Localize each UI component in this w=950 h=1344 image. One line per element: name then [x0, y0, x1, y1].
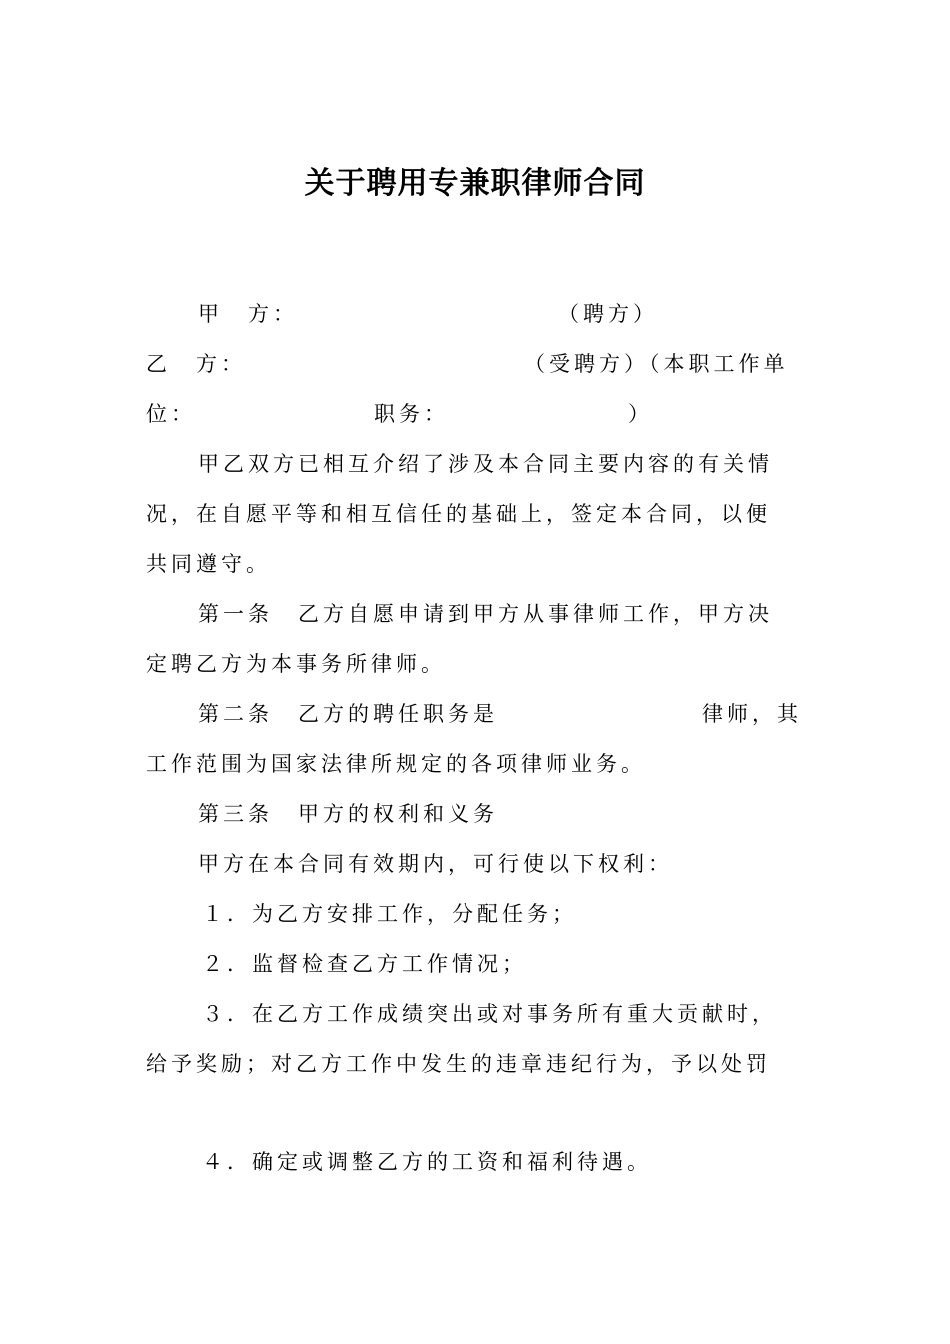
right-item-2: ２．监督检查乙方工作情况； [202, 952, 527, 976]
article-1-line-1: 第一条 乙方自愿申请到甲方从事律师工作，甲方决 [198, 602, 773, 626]
party-a-role: （聘方） [558, 302, 658, 326]
right-item-3-line-1: ３．在乙方工作成绩突出或对事务所有重大贡献时， [202, 1002, 777, 1026]
article-2-head: 第二条 乙方的聘任职务是 [198, 702, 498, 726]
party-a-label: 甲 方： [198, 302, 298, 326]
right-item-1: １．为乙方安排工作，分配任务； [202, 902, 577, 926]
rights-intro: 甲方在本合同有效期内，可行使以下权利： [198, 852, 673, 876]
party-b-label: 乙 方： [146, 352, 246, 376]
intro-line-1: 甲乙双方已相互介绍了涉及本合同主要内容的有关情 [198, 452, 773, 476]
article-1-line-2: 定聘乙方为本事务所律师。 [146, 652, 446, 676]
article-3-head: 第三条 甲方的权利和义务 [198, 802, 498, 826]
right-item-4: ４．确定或调整乙方的工资和福利待遇。 [202, 1150, 652, 1174]
party-b-role: （受聘方）（本职工作单 [524, 352, 789, 376]
workplace-label: 位： [146, 402, 196, 426]
position-label: 职务： [374, 402, 449, 426]
close-paren: ） [628, 402, 653, 426]
right-item-3-line-2: 给予奖励；对乙方工作中发生的违章违纪行为，予以处罚 [146, 1052, 771, 1076]
intro-line-3: 共同遵守。 [146, 552, 271, 576]
article-2-line-2: 工作范围为国家法律所规定的各项律师业务。 [146, 752, 646, 776]
article-2-tail: 律师，其 [702, 702, 802, 726]
document-title: 关于聘用专兼职律师合同 [304, 166, 646, 201]
intro-line-2: 况，在自愿平等和相互信任的基础上，签定本合同，以便 [146, 502, 771, 526]
